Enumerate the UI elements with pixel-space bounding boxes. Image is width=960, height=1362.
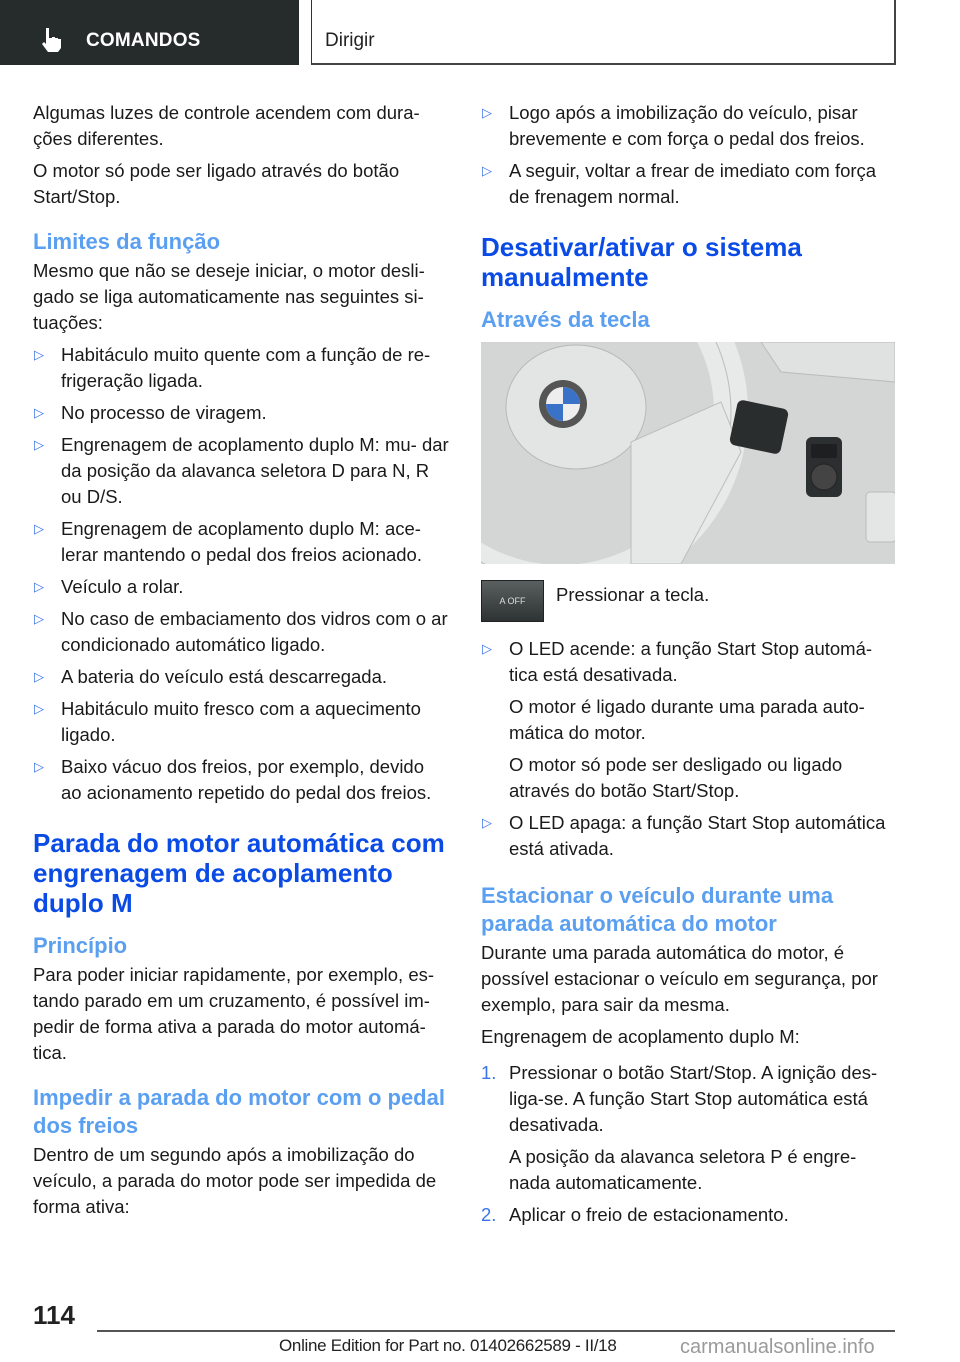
chapter-label: Dirigir — [325, 30, 375, 51]
via-key-heading: Através da tecla — [481, 307, 650, 332]
pointing-hand-icon — [40, 27, 64, 53]
triangle-bullet-icon: ▷ — [482, 641, 492, 656]
list-item: ▷ O LED acende: a função Start Stop automá- tica está desativada. O motor é ligado durante uma parada auto- mática do motor. O motor só pode ser desligado ou ligado através do botão Start/Stop. — [482, 638, 873, 801]
footer-divider — [97, 1330, 895, 1332]
step-item: 2. Aplicar o freio de estacionamento. — [481, 1204, 789, 1225]
right-column — [481, 100, 897, 1234]
triangle-bullet-icon: ▷ — [34, 611, 44, 626]
prevent-list — [481, 100, 897, 210]
page-number: 114 — [33, 1300, 75, 1330]
triangle-bullet-icon: ▷ — [34, 759, 44, 774]
list-item: ▷ Veículo a rolar. — [33, 574, 449, 600]
dct-label: Engrenagem de acoplamento duplo M: — [481, 1026, 800, 1047]
triangle-bullet-icon: ▷ — [34, 521, 44, 536]
parking-steps — [481, 1060, 897, 1228]
triangle-bullet-icon: ▷ — [34, 405, 44, 420]
list-item: ▷ O LED apaga: a função Start Stop automática está ativada. — [482, 812, 886, 859]
steering-wheel-illustration-icon — [481, 342, 895, 564]
parking-heading: Estacionar o veículo durante uma parada automática do motor — [481, 883, 834, 936]
list-item: ▷ Habitáculo muito quente com a função de re- frigeração ligada. — [34, 344, 431, 391]
list-item: ▷ A bateria do veículo está descarregada. — [33, 664, 449, 690]
dct-heading: Parada do motor automática com engrenagem de acoplamento duplo M — [33, 828, 445, 918]
list-item: ▷ Habitáculo muito fresco com a aquecimento ligado. — [34, 698, 421, 745]
left-column — [33, 100, 449, 1226]
limits-text: Mesmo que não se deseje iniciar, o motor desli- gado se liga automaticamente nas seguintes si- tuações: — [33, 260, 425, 333]
triangle-bullet-icon: ▷ — [482, 105, 492, 120]
list-item: ▷ No processo de viragem. — [33, 400, 449, 426]
list-item: ▷ No caso de embaciamento dos vidros com o ar condicionado automático ligado. — [34, 608, 448, 655]
chapter-box — [311, 0, 896, 65]
step-item: 1. Pressionar o botão Start/Stop. A ignição des- liga-se. A função Start Stop automática está desativada. A posição da alavanca seletora P é engre- nada automaticamente. — [481, 1062, 878, 1193]
parking-text: Durante uma parada automática do motor, é possível estacionar o veículo em segurança, por exemplo, para sair da mesma. — [481, 942, 878, 1015]
key-instruction: Pressionar a tecla. — [556, 584, 710, 605]
auto-start-stop-off-button-icon: A OFF — [481, 580, 544, 622]
triangle-bullet-icon: ▷ — [34, 347, 44, 362]
section-label: COMANDOS — [86, 30, 201, 51]
watermark: carmanualsonline.info — [680, 1336, 875, 1358]
prevent-text: Dentro de um segundo após a imobilização do veículo, a parada do motor pode ser impedida de forma ativa: — [33, 1144, 437, 1217]
list-item: ▷ A seguir, voltar a frear de imediato com força de frenagem normal. — [482, 160, 877, 207]
list-item: ▷ Engrenagem de acoplamento duplo M: ace- lerar mantendo o pedal dos freios acionado. — [34, 518, 422, 565]
list-item: ▷ Baixo vácuo dos freios, por exemplo, devido ao acionamento repetido do pedal dos freios. — [34, 756, 432, 803]
triangle-bullet-icon: ▷ — [482, 815, 492, 830]
triangle-bullet-icon: ▷ — [34, 701, 44, 716]
triangle-bullet-icon: ▷ — [34, 437, 44, 452]
triangle-bullet-icon: ▷ — [34, 669, 44, 684]
limits-heading: Limites da função — [33, 229, 221, 254]
prevent-heading: Impedir a parada do motor com o pedal dos freios — [33, 1085, 445, 1138]
edition-text: Online Edition for Part no. 01402662589 - II/18 — [279, 1336, 617, 1355]
steering-wheel-image — [481, 342, 895, 564]
triangle-bullet-icon: ▷ — [34, 579, 44, 594]
key-instruction-row — [481, 582, 897, 622]
triangle-bullet-icon: ▷ — [482, 163, 492, 178]
principle-heading: Princípio — [33, 933, 128, 958]
intro-paragraph: O motor só pode ser ligado através do botão Start/Stop. — [33, 160, 400, 207]
limits-list — [33, 342, 449, 806]
list-item: ▷ Engrenagem de acoplamento duplo M: mu- dar da posição da alavanca seletora D para N, R ou D/S. — [34, 434, 449, 507]
led-list — [481, 636, 897, 862]
list-item: ▷ Logo após a imobilização do veículo, pisar brevemente e com força o pedal dos freios. — [482, 102, 865, 149]
section-tab — [0, 0, 299, 65]
intro-paragraph: Algumas luzes de controle acendem com dura- ções diferentes. — [33, 102, 420, 149]
manual-heading: Desativar/ativar o sistema manualmente — [481, 232, 802, 292]
principle-text: Para poder iniciar rapidamente, por exemplo, es- tando parado em um cruzamento, é possível im- pedir de forma ativa a parada do motor automá- tica. — [33, 964, 435, 1063]
